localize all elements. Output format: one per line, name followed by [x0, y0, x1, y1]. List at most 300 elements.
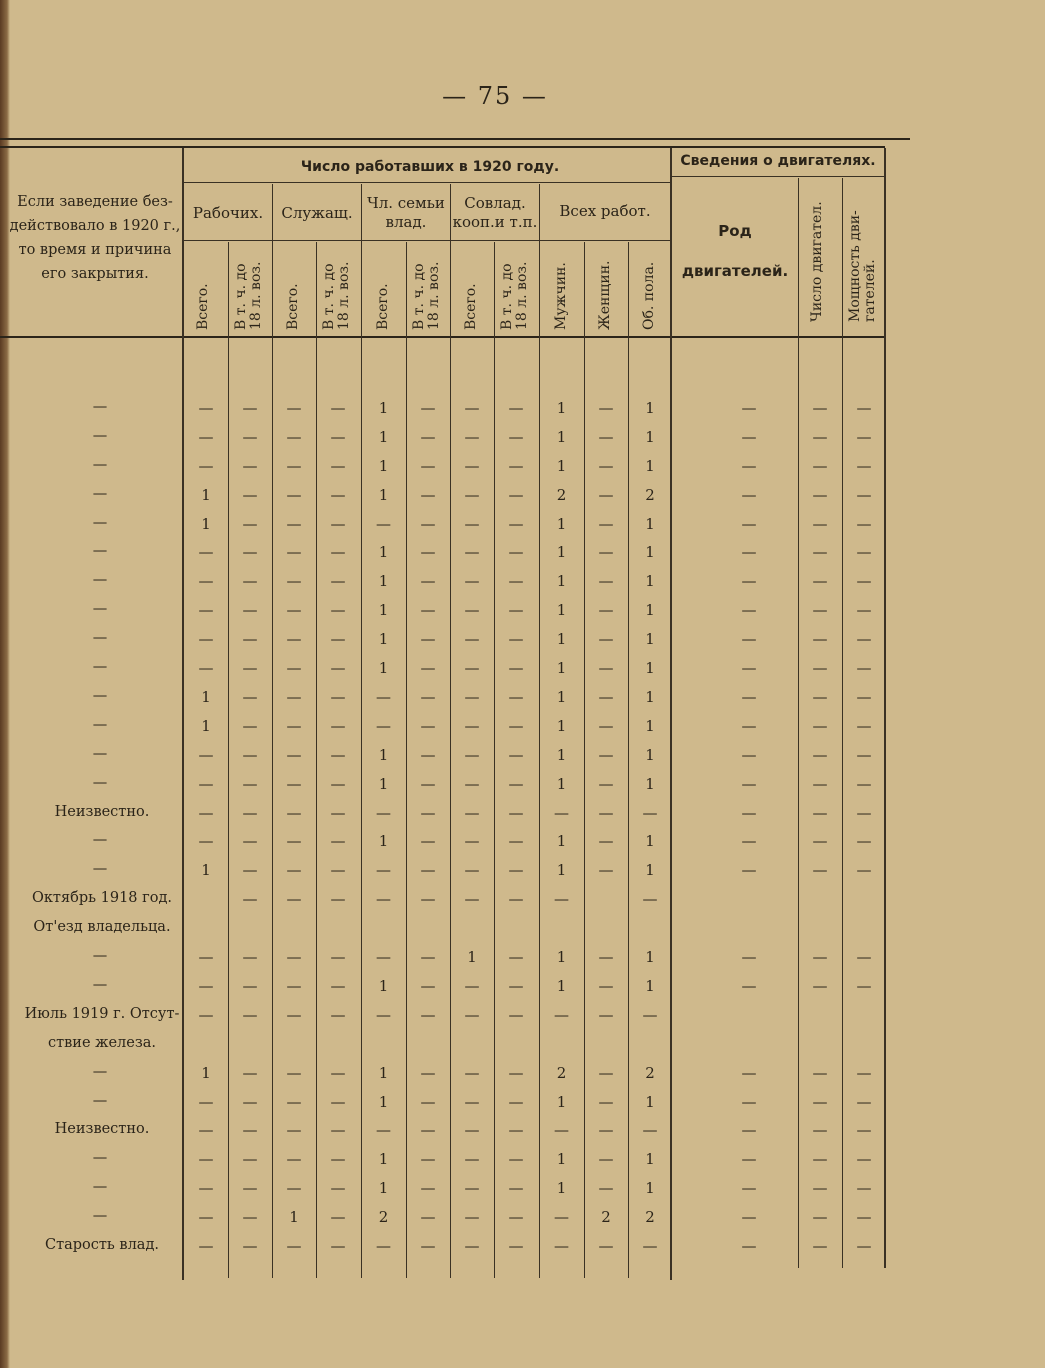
- table-cell: —: [330, 428, 346, 446]
- table-cell: —: [330, 688, 346, 706]
- col-label: Об. пола.: [641, 261, 657, 330]
- table-cell: —: [330, 890, 346, 908]
- table-cell: —: [464, 1237, 480, 1255]
- table-cell: —: [464, 399, 480, 417]
- table-cell: —: [420, 977, 436, 995]
- table-cell: —: [508, 659, 524, 677]
- table-cell: —: [464, 486, 480, 504]
- table-cell: —: [508, 775, 524, 793]
- table-cell: 1: [645, 572, 655, 590]
- table-cell: —: [286, 543, 302, 561]
- row-note: Октябрь 1918 год.: [31, 890, 172, 906]
- table-cell: —: [286, 1150, 302, 1168]
- table-cell: —: [330, 1237, 346, 1255]
- table-cell: —: [856, 1179, 872, 1197]
- table-cell: 1: [378, 659, 389, 677]
- table-cell: —: [598, 630, 614, 648]
- table-cell: —: [812, 543, 828, 561]
- table-cell: —: [554, 1121, 569, 1139]
- table-cell: —: [741, 601, 757, 619]
- table-cell: —: [464, 717, 480, 735]
- row-note: Старость влад.: [45, 1237, 159, 1253]
- table-cell: —: [242, 1064, 258, 1082]
- table-cell: —: [330, 630, 346, 648]
- table-cell: —: [812, 717, 828, 735]
- table-cell: —: [598, 486, 614, 504]
- table-cell: 1: [645, 832, 655, 850]
- table-cell: 1: [556, 428, 567, 446]
- table-cell: —: [598, 775, 614, 793]
- table-cell: —: [598, 659, 614, 677]
- table-cell: —: [376, 688, 391, 706]
- table-cell: 1: [378, 1179, 389, 1197]
- table-cell: 1: [645, 428, 655, 446]
- row-note: —: [92, 1179, 108, 1195]
- table-cell: —: [242, 688, 258, 706]
- table-cell: —: [741, 717, 757, 735]
- table-cell: 1: [556, 861, 567, 879]
- table-cell: —: [286, 948, 302, 966]
- table-cell: —: [242, 861, 258, 879]
- table-cell: 1: [645, 977, 655, 995]
- table-cell: —: [741, 515, 757, 533]
- table-cell: —: [508, 486, 524, 504]
- closure-header-line: действовало в 1920 г.,: [9, 218, 181, 234]
- table-cell: —: [286, 1093, 302, 1111]
- table-cell: —: [242, 659, 258, 677]
- table-cell: —: [598, 1179, 614, 1197]
- table-cell: —: [856, 543, 872, 561]
- table-cell: —: [420, 543, 436, 561]
- table-cell: —: [598, 543, 614, 561]
- table-cell: —: [198, 832, 214, 850]
- table-cell: —: [812, 572, 828, 590]
- table-cell: —: [508, 1006, 524, 1024]
- table-cell: —: [464, 630, 480, 648]
- table-cell: —: [856, 832, 872, 850]
- table-cell: —: [812, 486, 828, 504]
- table-cell: 1: [556, 1150, 567, 1168]
- table-cell: —: [376, 804, 391, 822]
- table-cell: —: [856, 486, 872, 504]
- table-cell: —: [198, 1208, 214, 1226]
- table-cell: 1: [556, 515, 567, 533]
- table-cell: —: [856, 804, 872, 822]
- table-cell: —: [508, 630, 524, 648]
- header-line: [672, 176, 884, 177]
- table-cell: —: [242, 572, 258, 590]
- table-cell: —: [242, 890, 258, 908]
- table-cell: —: [598, 977, 614, 995]
- table-cell: —: [420, 832, 436, 850]
- table-cell: —: [598, 1064, 614, 1082]
- table-cell: —: [741, 543, 757, 561]
- table-cell: —: [812, 601, 828, 619]
- table-cell: —: [554, 890, 569, 908]
- table-cell: —: [642, 890, 658, 908]
- table-cell: —: [242, 746, 258, 764]
- table-cell: 1: [645, 630, 655, 648]
- table-cell: —: [508, 1121, 524, 1139]
- table-cell: —: [376, 890, 391, 908]
- table-cell: —: [464, 861, 480, 879]
- table-cell: —: [508, 717, 524, 735]
- col-label: Мужчин.: [553, 262, 569, 330]
- table-cell: —: [376, 515, 391, 533]
- row-note: —: [92, 746, 108, 762]
- table-cell: 1: [556, 572, 567, 590]
- table-cell: 2: [378, 1208, 389, 1226]
- table-cell: —: [464, 572, 480, 590]
- table-cell: —: [856, 1237, 872, 1255]
- table-cell: —: [812, 1208, 828, 1226]
- table-cell: —: [856, 1150, 872, 1168]
- table-cell: —: [812, 457, 828, 475]
- row-note: От'езд владельца.: [33, 919, 171, 935]
- table-cell: —: [376, 861, 391, 879]
- table-cell: —: [420, 717, 436, 735]
- table-cell: —: [508, 977, 524, 995]
- table-cell: 1: [645, 399, 655, 417]
- table-cell: —: [554, 804, 569, 822]
- table-cell: —: [242, 630, 258, 648]
- table-cell: 1: [645, 775, 655, 793]
- table-cell: 1: [645, 1150, 655, 1168]
- table-cell: 1: [645, 601, 655, 619]
- table-cell: 1: [645, 457, 655, 475]
- table-cell: —: [856, 948, 872, 966]
- table-cell: 1: [556, 746, 567, 764]
- col-label: Всего.: [195, 283, 211, 330]
- table-cell: —: [286, 775, 302, 793]
- table-cell: 2: [601, 1208, 611, 1226]
- row-note: —: [92, 601, 108, 617]
- table-cell: —: [376, 948, 391, 966]
- table-cell: —: [242, 486, 258, 504]
- table-cell: —: [242, 832, 258, 850]
- table-cell: —: [198, 1150, 214, 1168]
- table-cell: 1: [556, 717, 567, 735]
- top-rule-2: [0, 146, 885, 148]
- table-cell: —: [420, 746, 436, 764]
- table-cell: —: [330, 486, 346, 504]
- table-cell: 1: [378, 1150, 389, 1168]
- table-cell: 1: [645, 746, 655, 764]
- table-cell: —: [242, 804, 258, 822]
- table-cell: —: [242, 601, 258, 619]
- sub-header-all-workers: Всех работ.: [559, 202, 651, 220]
- table-cell: —: [812, 832, 828, 850]
- table-cell: —: [741, 775, 757, 793]
- table-cell: —: [286, 428, 302, 446]
- table-cell: —: [464, 1093, 480, 1111]
- table-cell: —: [198, 543, 214, 561]
- table-cell: —: [508, 572, 524, 590]
- table-cell: —: [420, 890, 436, 908]
- header-line: [184, 182, 670, 183]
- sub-header-rabochikh: Рабочих.: [192, 204, 264, 222]
- table-cell: —: [856, 717, 872, 735]
- table-cell: —: [376, 717, 391, 735]
- table-cell: 1: [645, 948, 655, 966]
- table-cell: —: [198, 399, 214, 417]
- table-cell: —: [508, 1150, 524, 1168]
- table-cell: —: [198, 1237, 214, 1255]
- table-cell: —: [420, 572, 436, 590]
- closure-header-line: его закрытия.: [41, 266, 149, 282]
- table-cell: —: [286, 746, 302, 764]
- closure-header-line: Если заведение без-: [17, 194, 173, 210]
- table-cell: —: [464, 688, 480, 706]
- table-cell: —: [856, 1208, 872, 1226]
- table-cell: —: [812, 428, 828, 446]
- table-cell: —: [508, 1237, 524, 1255]
- table-cell: 2: [645, 1064, 655, 1082]
- table-cell: —: [464, 659, 480, 677]
- table-cell: —: [508, 1208, 524, 1226]
- table-cell: 1: [378, 775, 389, 793]
- table-cell: —: [330, 948, 346, 966]
- table-cell: —: [242, 515, 258, 533]
- col-label: Число двигател.: [809, 201, 825, 322]
- table-cell: —: [420, 775, 436, 793]
- table-cell: —: [242, 1150, 258, 1168]
- col-label: В т. ч. до 18 л. воз.: [411, 261, 442, 330]
- table-cell: —: [598, 1150, 614, 1168]
- table-cell: —: [420, 1150, 436, 1168]
- table-cell: —: [420, 457, 436, 475]
- table-cell: —: [420, 688, 436, 706]
- table-cell: —: [741, 457, 757, 475]
- table-cell: —: [598, 399, 614, 417]
- engines-group-header: Сведения о двигателях.: [680, 153, 876, 169]
- table-cell: —: [330, 1179, 346, 1197]
- table-cell: 1: [645, 688, 655, 706]
- table-cell: —: [286, 861, 302, 879]
- sub-header-sluzhashch: Служащ.: [281, 204, 353, 222]
- table-cell: 1: [378, 1064, 389, 1082]
- row-note: —: [92, 688, 108, 704]
- table-cell: —: [598, 688, 614, 706]
- table-cell: —: [286, 1006, 302, 1024]
- engine-type-header-2: двигателей.: [681, 262, 789, 280]
- table-cell: —: [420, 486, 436, 504]
- table-cell: —: [330, 601, 346, 619]
- table-cell: —: [420, 601, 436, 619]
- table-cell: 2: [645, 1208, 655, 1226]
- table-cell: —: [464, 775, 480, 793]
- table-cell: —: [812, 977, 828, 995]
- table-cell: —: [598, 1121, 614, 1139]
- table-cell: —: [286, 1064, 302, 1082]
- table-cell: 1: [378, 977, 389, 995]
- table-cell: —: [741, 486, 757, 504]
- table-cell: —: [464, 543, 480, 561]
- table-cell: —: [242, 428, 258, 446]
- table-cell: —: [812, 630, 828, 648]
- table-cell: 1: [556, 977, 567, 995]
- table-cell: 1: [378, 486, 389, 504]
- table-cell: —: [420, 861, 436, 879]
- table-cell: —: [508, 457, 524, 475]
- table-cell: —: [330, 746, 346, 764]
- table-cell: —: [464, 428, 480, 446]
- table-cell: —: [508, 543, 524, 561]
- table-cell: —: [420, 659, 436, 677]
- table-cell: —: [242, 399, 258, 417]
- table-cell: —: [741, 948, 757, 966]
- table-cell: —: [420, 804, 436, 822]
- row-note: Неизвестно.: [54, 1121, 150, 1137]
- table-cell: —: [286, 1179, 302, 1197]
- table-cell: —: [812, 688, 828, 706]
- table-cell: —: [420, 428, 436, 446]
- table-cell: 1: [645, 861, 655, 879]
- table-cell: —: [856, 977, 872, 995]
- row-note: —: [92, 977, 108, 993]
- table-cell: 1: [556, 543, 567, 561]
- table-cell: 1: [201, 717, 211, 735]
- col-label: Всего.: [375, 283, 391, 330]
- table-cell: 2: [556, 1064, 567, 1082]
- row-note: —: [92, 717, 108, 733]
- row-note: —: [92, 428, 108, 444]
- table-cell: —: [741, 630, 757, 648]
- table-cell: —: [420, 1237, 436, 1255]
- top-rule: [0, 138, 910, 140]
- table-cell: —: [330, 804, 346, 822]
- table-cell: —: [420, 948, 436, 966]
- engine-type-header-1: Род: [718, 222, 752, 240]
- table-cell: —: [856, 1121, 872, 1139]
- table-cell: 1: [378, 543, 389, 561]
- table-cell: —: [856, 515, 872, 533]
- table-cell: —: [330, 1064, 346, 1082]
- table-cell: —: [242, 1121, 258, 1139]
- table-cell: 1: [289, 1208, 299, 1226]
- table-cell: —: [812, 861, 828, 879]
- table-cell: —: [464, 601, 480, 619]
- page-number: — 75 —: [442, 82, 548, 110]
- table-cell: —: [198, 1006, 214, 1024]
- table-cell: —: [198, 1179, 214, 1197]
- table-cell: 1: [201, 515, 211, 533]
- table-cell: —: [812, 948, 828, 966]
- table-cell: —: [376, 1237, 391, 1255]
- row-note: —: [92, 1064, 108, 1080]
- table-cell: —: [741, 1064, 757, 1082]
- table-cell: —: [286, 515, 302, 533]
- table-cell: —: [198, 659, 214, 677]
- table-cell: —: [464, 804, 480, 822]
- header-line: [184, 240, 670, 241]
- row-note: —: [92, 659, 108, 675]
- table-cell: —: [330, 543, 346, 561]
- table-cell: —: [598, 832, 614, 850]
- table-cell: —: [464, 977, 480, 995]
- table-cell: —: [741, 804, 757, 822]
- table-cell: —: [286, 717, 302, 735]
- col-label: Мощность дви- гателей.: [847, 210, 878, 322]
- table-cell: —: [741, 746, 757, 764]
- table-cell: —: [198, 804, 214, 822]
- table-cell: —: [198, 1093, 214, 1111]
- table-cell: —: [741, 572, 757, 590]
- table-cell: 1: [556, 1179, 567, 1197]
- table-cell: —: [242, 948, 258, 966]
- table-cell: —: [598, 948, 614, 966]
- table-cell: —: [856, 861, 872, 879]
- table-cell: 1: [201, 1064, 211, 1082]
- table-cell: —: [330, 775, 346, 793]
- table-cell: 1: [556, 948, 567, 966]
- table-cell: 1: [378, 832, 389, 850]
- table-cell: —: [598, 515, 614, 533]
- row-note: —: [92, 399, 108, 415]
- table-cell: 1: [645, 1093, 655, 1111]
- row-note: Неизвестно.: [54, 804, 150, 820]
- table-cell: —: [286, 977, 302, 995]
- table-cell: 1: [378, 746, 389, 764]
- table-cell: —: [812, 775, 828, 793]
- table-cell: —: [330, 1150, 346, 1168]
- table-cell: —: [286, 688, 302, 706]
- table-cell: —: [464, 832, 480, 850]
- table-cell: —: [741, 977, 757, 995]
- table-cell: —: [741, 428, 757, 446]
- table-cell: —: [242, 1237, 258, 1255]
- table-cell: —: [598, 457, 614, 475]
- table-cell: —: [741, 832, 757, 850]
- table-cell: —: [598, 804, 614, 822]
- table-cell: —: [286, 1121, 302, 1139]
- col-label: В т. ч. до 18 л. воз.: [233, 261, 264, 330]
- row-note: —: [92, 861, 108, 877]
- header-bottom-rule: [0, 336, 885, 338]
- table-cell: —: [286, 486, 302, 504]
- table-cell: —: [330, 977, 346, 995]
- table-cell: —: [286, 601, 302, 619]
- table-cell: —: [464, 890, 480, 908]
- table-cell: —: [508, 746, 524, 764]
- table-cell: —: [330, 1208, 346, 1226]
- table-cell: —: [856, 630, 872, 648]
- table-cell: —: [812, 804, 828, 822]
- table-cell: —: [286, 890, 302, 908]
- row-note: —: [92, 543, 108, 559]
- table-cell: —: [420, 1006, 436, 1024]
- table-cell: —: [330, 572, 346, 590]
- table-cell: —: [812, 399, 828, 417]
- table-cell: —: [508, 688, 524, 706]
- table-cell: —: [508, 861, 524, 879]
- table-cell: 1: [556, 457, 567, 475]
- table-cell: 1: [556, 775, 567, 793]
- table-cell: —: [330, 515, 346, 533]
- table-cell: —: [812, 515, 828, 533]
- row-note: —: [92, 486, 108, 502]
- row-note: —: [92, 948, 108, 964]
- table-cell: —: [741, 688, 757, 706]
- table-cell: 1: [645, 717, 655, 735]
- table-cell: —: [741, 399, 757, 417]
- table-cell: —: [242, 1179, 258, 1197]
- table-cell: —: [554, 1237, 569, 1255]
- table-cell: —: [420, 1179, 436, 1197]
- sub-header-family: Чл. семьи влад.: [367, 194, 445, 231]
- table-cell: —: [330, 1121, 346, 1139]
- table-cell: —: [464, 515, 480, 533]
